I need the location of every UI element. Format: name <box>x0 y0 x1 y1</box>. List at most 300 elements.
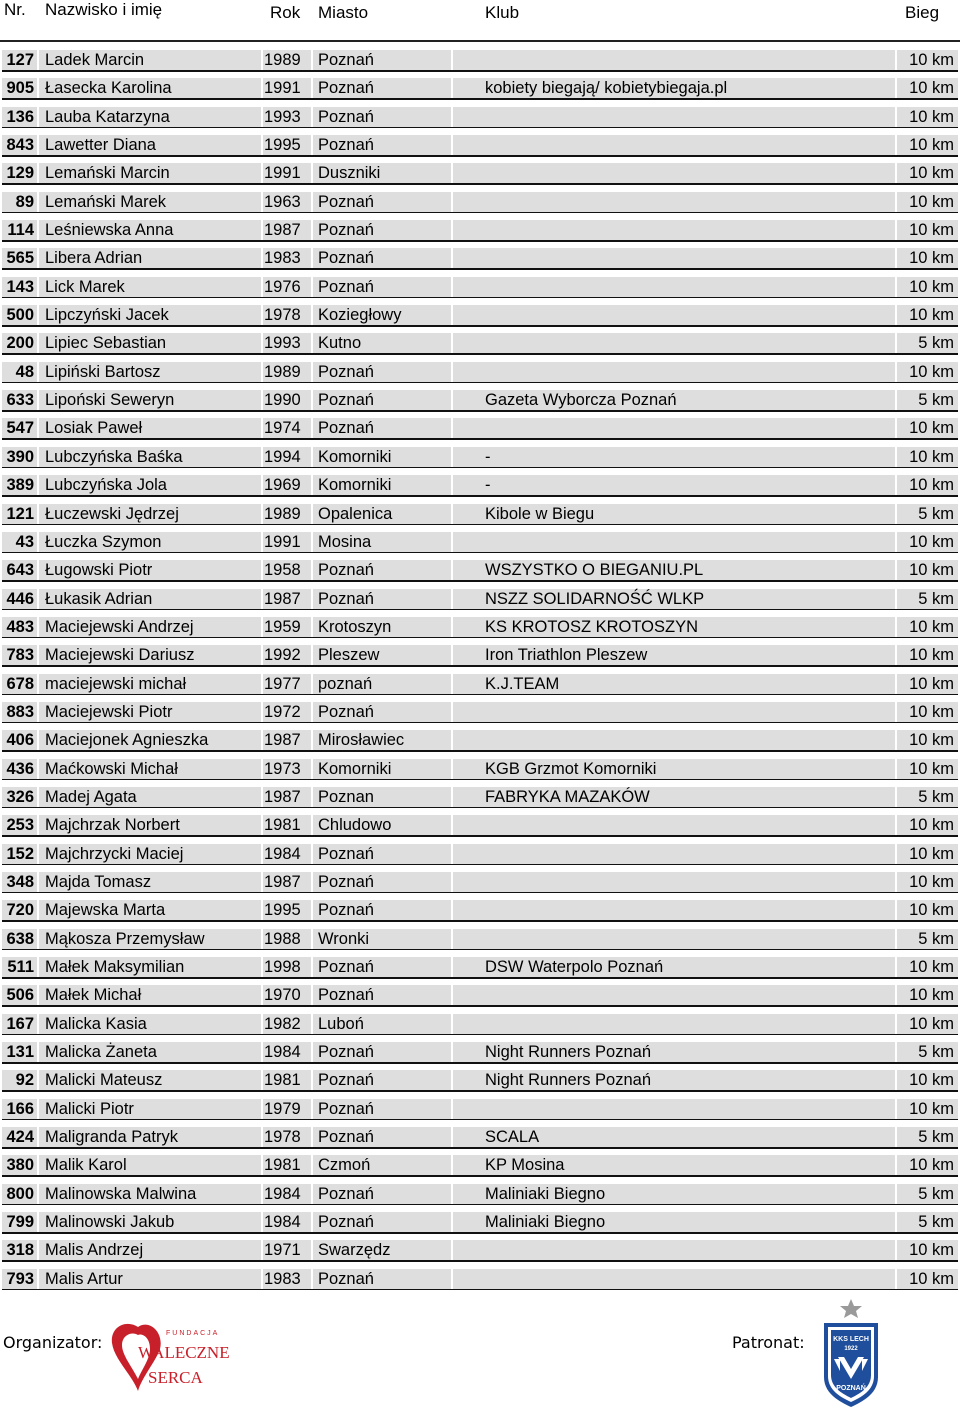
table-row <box>0 1121 960 1149</box>
cell-name: Maciejewski Andrzej <box>45 617 194 636</box>
cell-miasto: Koziegłowy <box>318 306 402 325</box>
column-separator <box>895 957 897 977</box>
row-divider <box>2 779 958 781</box>
row-divider <box>2 1289 958 1291</box>
column-separator <box>261 135 263 155</box>
column-separator <box>311 844 313 864</box>
row-divider <box>2 438 958 440</box>
column-separator <box>311 220 313 240</box>
column-separator <box>37 220 39 240</box>
column-separator <box>311 815 313 835</box>
cell-rok: 1989 <box>264 362 301 381</box>
svg-text:1922: 1922 <box>844 1346 858 1352</box>
row-divider <box>2 212 958 214</box>
column-separator <box>261 504 263 524</box>
cell-nr: 511 <box>7 958 34 976</box>
cell-miasto: Poznań <box>318 702 374 721</box>
cell-rok: 1971 <box>264 1241 301 1260</box>
cell-rok: 1998 <box>264 958 301 976</box>
column-separator <box>451 1240 453 1260</box>
cell-name: Małek Michał <box>45 986 142 1005</box>
row-divider <box>2 495 958 497</box>
row-divider <box>2 155 958 157</box>
column-separator <box>311 1099 313 1119</box>
table-row <box>0 242 960 270</box>
table-row <box>0 1064 960 1092</box>
column-separator <box>37 362 39 382</box>
cell-nr: 424 <box>6 1128 34 1147</box>
column-separator <box>37 532 39 552</box>
column-separator <box>261 589 263 609</box>
column-separator <box>37 1212 39 1232</box>
table-row <box>0 157 960 185</box>
column-separator <box>311 135 313 155</box>
column-separator <box>261 475 263 495</box>
cell-bieg: 10 km <box>909 447 954 466</box>
header-divider <box>0 40 960 42</box>
cell-klub: KP Mosina <box>485 1156 565 1175</box>
cell-nr: 92 <box>15 1071 34 1090</box>
cell-nr: 500 <box>6 306 34 325</box>
cell-miasto: Kutno <box>318 334 362 353</box>
cell-bieg: 10 km <box>909 51 954 69</box>
cell-klub: Kibole w Biegu <box>485 504 595 523</box>
table-row <box>0 724 960 752</box>
column-separator <box>37 815 39 835</box>
column-separator <box>311 475 313 495</box>
row-divider <box>2 580 958 582</box>
column-separator <box>37 872 39 892</box>
cell-bieg: 10 km <box>909 476 954 495</box>
cell-bieg: 10 km <box>909 702 954 721</box>
column-separator <box>451 248 453 268</box>
cell-bieg: 10 km <box>909 646 954 665</box>
column-separator <box>311 362 313 382</box>
column-separator <box>261 447 263 467</box>
column-separator <box>261 617 263 637</box>
cell-nr: 253 <box>6 816 34 835</box>
cell-name: Lipoński Seweryn <box>45 391 175 410</box>
cell-miasto: poznań <box>318 674 373 693</box>
column-separator <box>311 277 313 297</box>
cell-bieg: 10 km <box>909 986 954 1005</box>
cell-nr: 905 <box>6 79 34 98</box>
svg-text:FUNDACJA: FUNDACJA <box>166 1330 220 1337</box>
column-separator <box>895 1099 897 1119</box>
column-separator <box>261 560 263 580</box>
cell-bieg: 10 km <box>909 1014 954 1033</box>
column-separator <box>37 589 39 609</box>
cell-rok: 1987 <box>264 589 301 608</box>
cell-nr: 783 <box>6 646 34 665</box>
cell-name: Majda Tomasz <box>45 872 152 891</box>
cell-rok: 1994 <box>264 447 301 466</box>
cell-name: Lipiński Bartosz <box>45 362 161 381</box>
column-separator <box>261 702 263 722</box>
table-row <box>0 809 960 837</box>
cell-klub: Maliniaki Biegno <box>485 1213 606 1232</box>
column-separator <box>311 1042 313 1062</box>
column-separator <box>451 787 453 807</box>
cell-nr: 406 <box>6 731 34 750</box>
cell-rok: 1970 <box>264 986 301 1005</box>
column-separator <box>37 645 39 665</box>
table-row <box>0 696 960 724</box>
column-separator <box>451 1184 453 1204</box>
column-separator <box>895 50 897 70</box>
column-separator <box>895 872 897 892</box>
cell-name: Malis Artur <box>45 1269 123 1288</box>
cell-miasto: Opalenica <box>318 504 393 523</box>
cell-miasto: Poznań <box>318 107 374 126</box>
table-row <box>0 781 960 809</box>
cell-rok: 1993 <box>264 107 301 126</box>
cell-klub: - <box>485 447 491 466</box>
cell-name: Malik Karol <box>45 1156 127 1175</box>
cell-rok: 1989 <box>264 51 301 69</box>
column-separator <box>37 560 39 580</box>
table-row <box>0 299 960 327</box>
cell-bieg: 10 km <box>909 1099 954 1118</box>
cell-nr: 793 <box>6 1269 34 1288</box>
column-separator <box>37 1042 39 1062</box>
table-row <box>0 1093 960 1121</box>
column-separator <box>451 333 453 353</box>
column-separator <box>311 900 313 920</box>
row-divider <box>2 920 958 922</box>
cell-rok: 1987 <box>264 872 301 891</box>
cell-name: Lipczyński Jacek <box>45 306 169 325</box>
cell-klub: Gazeta Wyborcza Poznań <box>485 391 677 410</box>
cell-klub: Iron Triathlon Pleszew <box>485 646 648 665</box>
kks-lech-logo <box>818 1297 884 1414</box>
row-divider <box>2 1034 958 1036</box>
row-background <box>2 1155 958 1175</box>
cell-bieg: 5 km <box>918 1213 954 1232</box>
cell-nr: 446 <box>6 589 34 608</box>
header-name: Nazwisko i imię <box>45 0 163 19</box>
cell-miasto: Poznań <box>318 192 374 211</box>
column-separator <box>261 674 263 694</box>
cell-name: Leśniewska Anna <box>45 221 174 240</box>
column-separator <box>261 787 263 807</box>
table-row <box>0 412 960 440</box>
column-separator <box>451 702 453 722</box>
cell-nr: 436 <box>6 759 34 778</box>
cell-nr: 547 <box>6 419 34 438</box>
table-row <box>0 583 960 611</box>
cell-nr: 121 <box>6 504 34 523</box>
cell-bieg: 5 km <box>918 504 954 523</box>
column-separator <box>37 1155 39 1175</box>
cell-nr: 720 <box>6 901 34 920</box>
column-separator <box>451 447 453 467</box>
table-row <box>0 214 960 242</box>
cell-rok: 1979 <box>264 1099 301 1118</box>
cell-klub: Night Runners Poznań <box>485 1071 652 1090</box>
column-separator <box>261 192 263 212</box>
table-row <box>0 923 960 951</box>
column-separator <box>451 1042 453 1062</box>
cell-rok: 1981 <box>264 1071 301 1090</box>
cell-klub: WSZYSTKO O BIEGANIU.PL <box>485 561 704 580</box>
cell-rok: 1969 <box>264 476 301 495</box>
column-separator <box>261 929 263 949</box>
table-row <box>0 498 960 526</box>
cell-rok: 1987 <box>264 731 301 750</box>
table-row <box>0 1036 960 1064</box>
column-separator <box>895 1184 897 1204</box>
cell-name: Maćkowski Michał <box>45 759 178 778</box>
table-row <box>0 639 960 667</box>
cell-miasto: Mosina <box>318 532 372 551</box>
column-separator <box>261 418 263 438</box>
row-divider <box>2 1062 958 1064</box>
column-separator <box>37 900 39 920</box>
cell-rok: 1982 <box>264 1014 301 1033</box>
cell-nr: 131 <box>6 1043 34 1062</box>
column-separator <box>261 277 263 297</box>
cell-name: Łasecka Karolina <box>45 79 172 98</box>
column-separator <box>37 1014 39 1034</box>
cell-klub: FABRYKA MAZAKÓW <box>485 787 650 806</box>
column-separator <box>451 305 453 325</box>
cell-miasto: Poznań <box>318 391 374 410</box>
cell-name: Malicki Mateusz <box>45 1071 163 1090</box>
column-separator <box>261 1155 263 1175</box>
column-separator <box>895 1155 897 1175</box>
cell-klub: Night Runners Poznań <box>485 1043 652 1062</box>
cell-name: Lauba Katarzyna <box>45 107 170 126</box>
column-separator <box>895 305 897 325</box>
row-divider <box>2 694 958 696</box>
cell-miasto: Czmoń <box>318 1156 371 1175</box>
cell-nr: 200 <box>6 334 34 353</box>
column-separator <box>37 929 39 949</box>
column-separator <box>451 560 453 580</box>
cell-miasto: Poznań <box>318 249 374 268</box>
cell-nr: 506 <box>6 986 34 1005</box>
cell-miasto: Chludowo <box>318 816 392 835</box>
column-separator <box>895 220 897 240</box>
header-miasto: Miasto <box>318 3 369 22</box>
column-separator <box>451 135 453 155</box>
cell-miasto: Poznań <box>318 136 374 155</box>
cell-name: Malis Andrzej <box>45 1241 144 1260</box>
column-separator <box>37 248 39 268</box>
column-separator <box>311 418 313 438</box>
cell-miasto: Poznań <box>318 51 374 69</box>
table-row <box>0 101 960 129</box>
column-separator <box>37 475 39 495</box>
column-separator <box>311 674 313 694</box>
row-divider <box>2 297 958 299</box>
cell-rok: 1978 <box>264 306 301 325</box>
cell-nr: 89 <box>15 192 34 211</box>
column-separator <box>451 1014 453 1034</box>
column-separator <box>311 78 313 98</box>
column-separator <box>311 1184 313 1204</box>
column-separator <box>895 1269 897 1289</box>
column-separator <box>311 730 313 750</box>
cell-miasto: Poznań <box>318 362 374 381</box>
cell-miasto: Poznań <box>318 561 374 580</box>
header-rok: Rok <box>270 3 301 22</box>
cell-nr: 326 <box>6 787 34 806</box>
column-separator <box>895 560 897 580</box>
cell-rok: 1984 <box>264 844 301 863</box>
column-separator <box>311 702 313 722</box>
column-separator <box>311 645 313 665</box>
row-divider <box>2 835 958 837</box>
column-separator <box>261 1269 263 1289</box>
row-divider <box>2 637 958 639</box>
column-separator <box>37 1184 39 1204</box>
cell-bieg: 10 km <box>909 107 954 126</box>
table-row <box>0 72 960 100</box>
cell-name: Losiak Paweł <box>45 419 143 438</box>
cell-bieg: 10 km <box>909 759 954 778</box>
cell-nr: 643 <box>6 561 34 580</box>
column-separator <box>37 730 39 750</box>
column-separator <box>451 1212 453 1232</box>
cell-name: Malicka Kasia <box>45 1014 147 1033</box>
column-separator <box>451 362 453 382</box>
cell-miasto: Poznań <box>318 1099 374 1118</box>
cell-nr: 638 <box>6 929 34 948</box>
table-row <box>0 469 960 497</box>
cell-rok: 1984 <box>264 1043 301 1062</box>
row-divider <box>2 70 958 72</box>
table-row <box>0 1263 960 1291</box>
column-separator <box>311 589 313 609</box>
row-divider <box>2 1005 958 1007</box>
column-separator <box>37 305 39 325</box>
column-separator <box>311 50 313 70</box>
cell-nr: 678 <box>6 674 34 693</box>
cell-miasto: Poznań <box>318 1071 374 1090</box>
column-separator <box>311 560 313 580</box>
cell-miasto: Komorniki <box>318 476 392 495</box>
cell-miasto: Poznań <box>318 419 374 438</box>
table-row <box>0 866 960 894</box>
cell-miasto: Komorniki <box>318 759 392 778</box>
cell-rok: 1989 <box>264 504 301 523</box>
column-separator <box>261 78 263 98</box>
column-separator <box>311 1014 313 1034</box>
column-separator <box>311 759 313 779</box>
column-separator <box>451 220 453 240</box>
cell-klub: - <box>485 476 491 495</box>
table-row <box>0 1178 960 1206</box>
column-separator <box>451 107 453 127</box>
cell-bieg: 10 km <box>909 872 954 891</box>
column-separator <box>261 730 263 750</box>
header-klub: Klub <box>485 3 520 22</box>
column-separator <box>451 532 453 552</box>
cell-nr: 799 <box>6 1213 34 1232</box>
column-separator <box>451 504 453 524</box>
cell-nr: 129 <box>6 164 34 183</box>
cell-name: Mąkosza Przemysław <box>45 929 205 948</box>
cell-rok: 1977 <box>264 674 301 693</box>
column-separator <box>37 759 39 779</box>
cell-nr: 167 <box>6 1014 34 1033</box>
cell-nr: 114 <box>7 221 34 240</box>
column-separator <box>895 447 897 467</box>
column-separator <box>451 674 453 694</box>
cell-nr: 633 <box>6 391 34 410</box>
cell-bieg: 10 km <box>909 844 954 863</box>
svg-text:WALECZNE: WALECZNE <box>138 1343 230 1362</box>
column-separator <box>261 1212 263 1232</box>
cell-nr: 127 <box>6 51 34 69</box>
row-divider <box>2 665 958 667</box>
column-separator <box>451 844 453 864</box>
row-divider <box>2 1147 958 1149</box>
table-row <box>0 1008 960 1036</box>
column-separator <box>895 1042 897 1062</box>
cell-miasto: Krotoszyn <box>318 617 392 636</box>
column-separator <box>895 1127 897 1147</box>
column-separator <box>451 50 453 70</box>
cell-name: Majewska Marta <box>45 901 166 920</box>
table-row <box>0 979 960 1007</box>
column-separator <box>895 333 897 353</box>
row-divider <box>2 382 958 384</box>
cell-rok: 1990 <box>264 391 301 410</box>
column-separator <box>311 929 313 949</box>
table-row <box>0 526 960 554</box>
column-separator <box>261 220 263 240</box>
column-separator <box>895 78 897 98</box>
column-separator <box>311 872 313 892</box>
row-divider <box>2 1175 958 1177</box>
column-separator <box>451 872 453 892</box>
column-separator <box>451 1155 453 1175</box>
column-separator <box>311 248 313 268</box>
column-separator <box>37 78 39 98</box>
row-divider <box>2 1090 958 1092</box>
cell-klub: KS KROTOSZ KROTOSZYN <box>485 617 699 636</box>
cell-name: Lipiec Sebastian <box>45 334 167 353</box>
row-background <box>2 1099 958 1119</box>
table-row <box>0 611 960 639</box>
column-separator <box>311 617 313 637</box>
table-row <box>0 441 960 469</box>
svg-text:KKS LECH: KKS LECH <box>833 1336 869 1343</box>
cell-miasto: Poznań <box>318 1269 374 1288</box>
cell-rok: 1978 <box>264 1128 301 1147</box>
cell-bieg: 10 km <box>909 221 954 240</box>
cell-bieg: 10 km <box>909 1071 954 1090</box>
cell-name: Lemański Marcin <box>45 164 170 183</box>
cell-name: Lemański Marek <box>45 192 167 211</box>
column-separator <box>37 277 39 297</box>
column-separator <box>451 1099 453 1119</box>
cell-rok: 1993 <box>264 334 301 353</box>
column-separator <box>37 418 39 438</box>
table-row <box>0 838 960 866</box>
organizer-label: Organizator: <box>3 1333 103 1352</box>
column-separator <box>311 192 313 212</box>
cell-rok: 1991 <box>264 532 301 551</box>
cell-klub: NSZZ SOLIDARNOŚĆ WLKP <box>485 589 705 608</box>
cell-miasto: Swarzędz <box>318 1241 391 1260</box>
cell-name: Malicki Piotr <box>45 1099 134 1118</box>
column-separator <box>895 1014 897 1034</box>
column-separator <box>261 1099 263 1119</box>
